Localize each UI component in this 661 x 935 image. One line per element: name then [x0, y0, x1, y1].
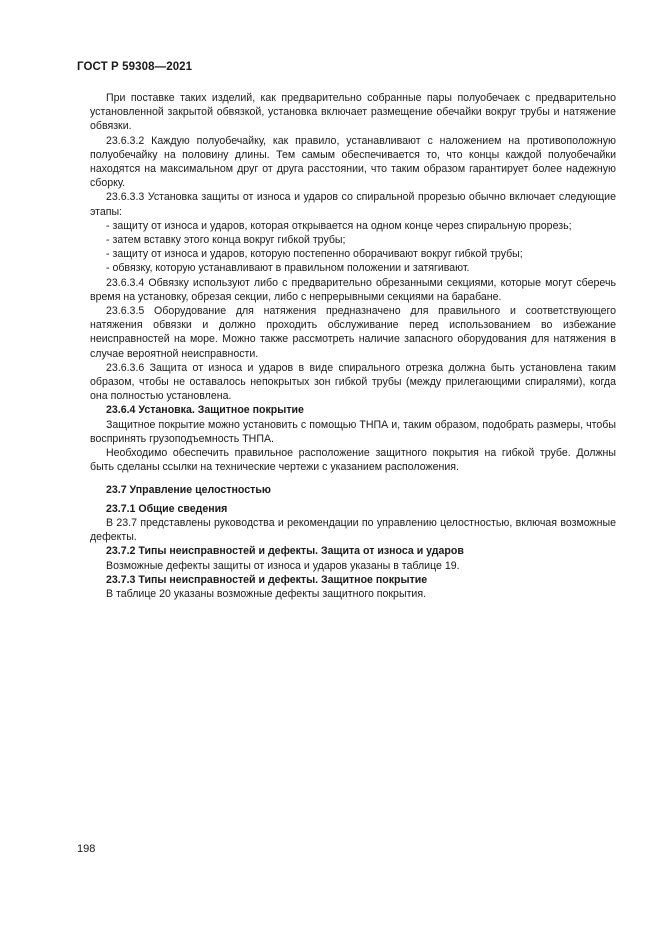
list-item: - защиту от износа и ударов, которую постепенно оборачивают вокруг гибкой трубы; [106, 248, 523, 261]
paragraph: Необходимо обеспечить правильное расположение защитного покрытия на гибкой трубе. Должны быть сделаны ссылки на технические чертежи с указанием расположения. [90, 447, 616, 474]
paragraph: При поставке таких изделий, как предварительно собранные пары полуобечаек с предварительно установленной закрытой обвязкой, установка включает размещение обечайки вокруг трубы и натяжение обвязки. [90, 92, 616, 133]
section-heading: 23.7.3 Типы неисправностей и дефекты. Защитное покрытие [106, 573, 428, 586]
section-heading: 23.7.2 Типы неисправностей и дефекты. Защита от износа и ударов [106, 545, 464, 558]
paragraph: 23.6.3.5 Оборудование для натяжения предназначено для правильного и соответствующего натяжения обвязки и должно проходить обслуживание перед использованием во избежание неисправностей на море. Можно также рассмотреть наличие запасного оборудования для натяжения в случае вероятной неисправности. [90, 305, 616, 360]
paragraph: Защитное покрытие можно установить с помощью ТНПА и, таким образом, подобрать размеры, чтобы воспринять грузоподъемность ТНПА. [90, 418, 616, 445]
document-body [90, 91, 616, 601]
paragraph: В 23.7 представлены руководства и рекомендации по управлению целостностью, включая возможные дефекты. [90, 516, 616, 544]
list-item: - обвязку, которую устанавливают в правильном положении и затягивают. [106, 262, 470, 275]
paragraph: 23.6.3.4 Обвязку используют либо с предварительно обрезанными секциями, которые могут сберечь время на установку, обрезая секции, либо с непрерывными секциями на барабане. [90, 276, 616, 303]
document-header: ГОСТ Р 59308—2021 [77, 61, 193, 73]
section-heading: 23.7.1 Общие сведения [106, 502, 228, 515]
paragraph: В таблице 20 указаны возможные дефекты защитного покрытия. [106, 587, 427, 600]
paragraph: Возможные дефекты защиты от износа и ударов указаны в таблице 19. [106, 559, 460, 572]
section-heading: 23.7 Управление целостностью [106, 484, 271, 497]
section-heading: 23.6.4 Установка. Защитное покрытие [106, 404, 304, 417]
list-item: - затем вставку этого конца вокруг гибкой трубы; [106, 234, 346, 247]
list-item: - защиту от износа и ударов, которая открывается на одном конце через спиральную прорезь; [106, 219, 572, 232]
page-number: 198 [77, 843, 96, 855]
paragraph: 23.6.3.2 Каждую полуобечайку, как правило, устанавливают с наложением на противоположную полуобечайку на половину длины. Тем самым обеспечивается то, что концы каждой полуобечайки находятся на максимальном друг от друга расстоянии, что таким образом гарантирует более надежную сборку. [90, 134, 616, 190]
paragraph: 23.6.3.6 Защита от износа и ударов в виде спирального отрезка должна быть установлена таким образом, чтобы не оставалось непокрытых зон гибкой трубы (между прилегающими спиралями), когда она полностью установлена. [90, 361, 616, 403]
paragraph: 23.6.3.3 Установка защиты от износа и ударов со спиральной прорезью обычно включает следующие этапы: [90, 191, 616, 218]
